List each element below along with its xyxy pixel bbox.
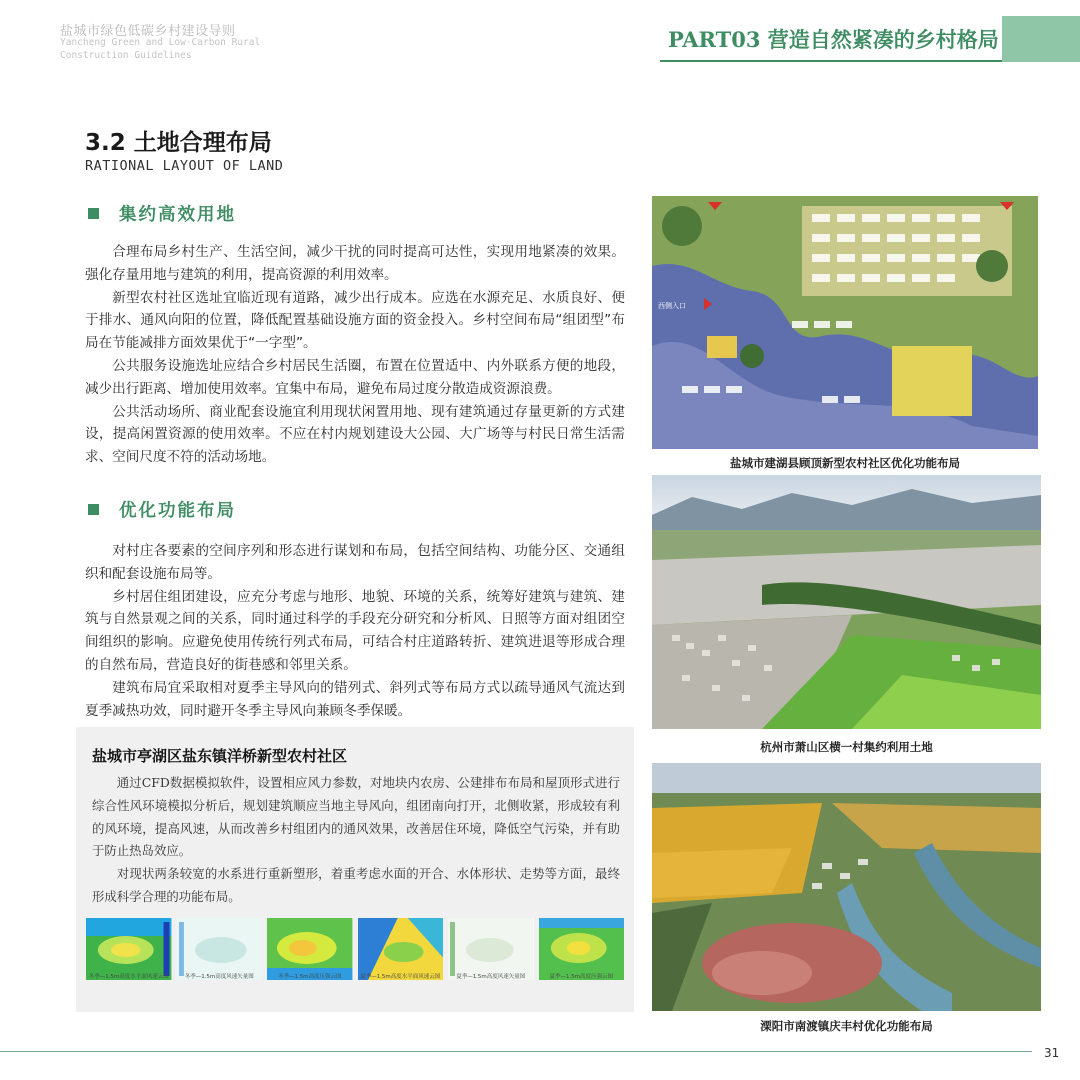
cfd-caption: 夏季—1.5m高度水平面风速云图 bbox=[360, 974, 441, 980]
paragraph: 对现状两条较宽的水系进行重新塑形，着重考虑水面的开合、水体形状、走势等方面，最终形成科学合理的功能布局。 bbox=[92, 866, 620, 904]
cfd-captions bbox=[86, 972, 624, 980]
paragraph: 建筑布局宜采取相对夏季主导风向的错列式、斜列式等布局方式以疏导通风气流达到夏季减热功效，同时避开冬季主导风向兼顾冬季保暖。 bbox=[85, 679, 625, 719]
cfd-caption: 夏季—1.5m高度压强云图 bbox=[549, 974, 614, 980]
aerial-photo-qingfeng bbox=[652, 763, 1041, 1011]
case-title: 盐城市亭湖区盐东镇洋桥新型农村社区 bbox=[92, 747, 348, 765]
cfd-caption: 冬季—1.5m高度水平面风速云图 bbox=[88, 974, 169, 980]
header-divider bbox=[660, 60, 1002, 62]
subheading-label: 集约高效用地 bbox=[119, 205, 236, 225]
entrance-label: 西侧入口 bbox=[658, 302, 686, 310]
sub2-body bbox=[85, 540, 625, 722]
paragraph: 合理布局乡村生产、生活空间，减少干扰的同时提高可达性，实现用地紧凑的效果。强化存量用地与建筑的利用，提高资源的利用效率。 bbox=[85, 244, 625, 283]
cfd-image-winter-vector bbox=[177, 918, 263, 980]
subheading-label: 优化功能布局 bbox=[119, 501, 236, 521]
cfd-caption: 夏季—1.5m高度风速矢量图 bbox=[456, 974, 526, 980]
paragraph: 公共活动场所、商业配套设施宜利用现状闲置用地、现有建筑通过存量更新的方式建设，提高闲置资源的使用效率。不应在村内规划建设大公园、大广场等与村民日常生活需求、空间尺度不符的活动场地。 bbox=[85, 403, 625, 466]
paragraph: 通过CFD数据模拟软件，设置相应风力参数，对地块内农房、公建排布布局和屋顶形式进行综合性风环境模拟分析后，规划建筑顺应当地主导风向，组团南向打开，北侧收紧，形成较有利的风环境，提高风速，从而改善乡村组团内的通风效果，改善居住环境，降低空气污染，并有助于防止热岛效应。 bbox=[92, 775, 620, 859]
paragraph: 乡村居住组团建设，应充分考虑与地形、地貌、环境的关系，统筹好建筑与建筑、建筑与自然景观之间的关系，同时通过科学的手段充分研究和分析风、日照等方面对组团空间组织的影响。应避免使用传统行列式布局，可结合村庄道路转折、建筑进退等形成合理的自然布局，营造良好的街巷感和邻里关系。 bbox=[85, 588, 625, 673]
cfd-caption: 冬季—1.5m高度风速矢量图 bbox=[184, 974, 254, 980]
site-plan-caption: 盐城市建湖县顾顶新型农村社区优化功能布局 bbox=[730, 456, 960, 470]
cfd-image-winter-speed bbox=[86, 918, 172, 980]
cfd-image-summer-speed bbox=[358, 918, 444, 980]
subheading-optimize-layout bbox=[88, 497, 236, 522]
cfd-image-summer-pressure bbox=[539, 918, 625, 980]
paragraph: 对村庄各要素的空间序列和形态进行谋划和布局，包括空间结构、功能分区、交通组织和配套设施布局等。 bbox=[85, 543, 625, 582]
cfd-caption: 冬季—1.5m高度压强云图 bbox=[277, 974, 342, 980]
section-title: 3.2 土地合理布局 bbox=[85, 130, 272, 156]
doc-title-cn: 盐城市绿色低碳乡村建设导则 bbox=[60, 24, 236, 39]
cfd-simulation-strip bbox=[86, 918, 624, 980]
footer-divider bbox=[0, 1051, 1032, 1052]
cfd-image-winter-pressure bbox=[267, 918, 353, 980]
site-plan-image bbox=[652, 196, 1038, 449]
section-subtitle: RATIONAL LAYOUT OF LAND bbox=[85, 158, 284, 174]
square-bullet-icon bbox=[88, 504, 99, 515]
subheading-intensive-land bbox=[88, 201, 236, 226]
paragraph: 新型农村社区选址宜临近现有道路，减少出行成本。应选在水源充足、水质良好、便于排水、通风向阳的位置，降低配置基础设施方面的资金投入。乡村空间布局“组团型”布局在节能减排方面效果优于“一字型”。 bbox=[85, 289, 625, 352]
aerial-photo-hengyi-caption: 杭州市萧山区横一村集约利用土地 bbox=[760, 740, 933, 754]
cfd-image-summer-vector bbox=[448, 918, 534, 980]
part-title: PART03 营造自然紧凑的乡村格局 bbox=[668, 27, 999, 52]
page-number: 31 bbox=[1044, 1046, 1060, 1060]
square-bullet-icon bbox=[88, 208, 99, 219]
doc-title-en: Yancheng Green and Low-Carbon Rural Construction Guidelines bbox=[60, 37, 261, 61]
aerial-photo-hengyi bbox=[652, 475, 1041, 729]
sub1-body bbox=[85, 241, 625, 469]
aerial-photo-qingfeng-caption: 溧阳市南渡镇庆丰村优化功能布局 bbox=[760, 1019, 933, 1033]
header-accent-block bbox=[1002, 16, 1080, 62]
case-body bbox=[92, 772, 620, 909]
paragraph: 公共服务设施选址应结合乡村居民生活圈，布置在位置适中、内外联系方便的地段，减少出行距离、增加使用效率。宜集中布局，避免布局过度分散造成资源浪费。 bbox=[85, 357, 625, 397]
